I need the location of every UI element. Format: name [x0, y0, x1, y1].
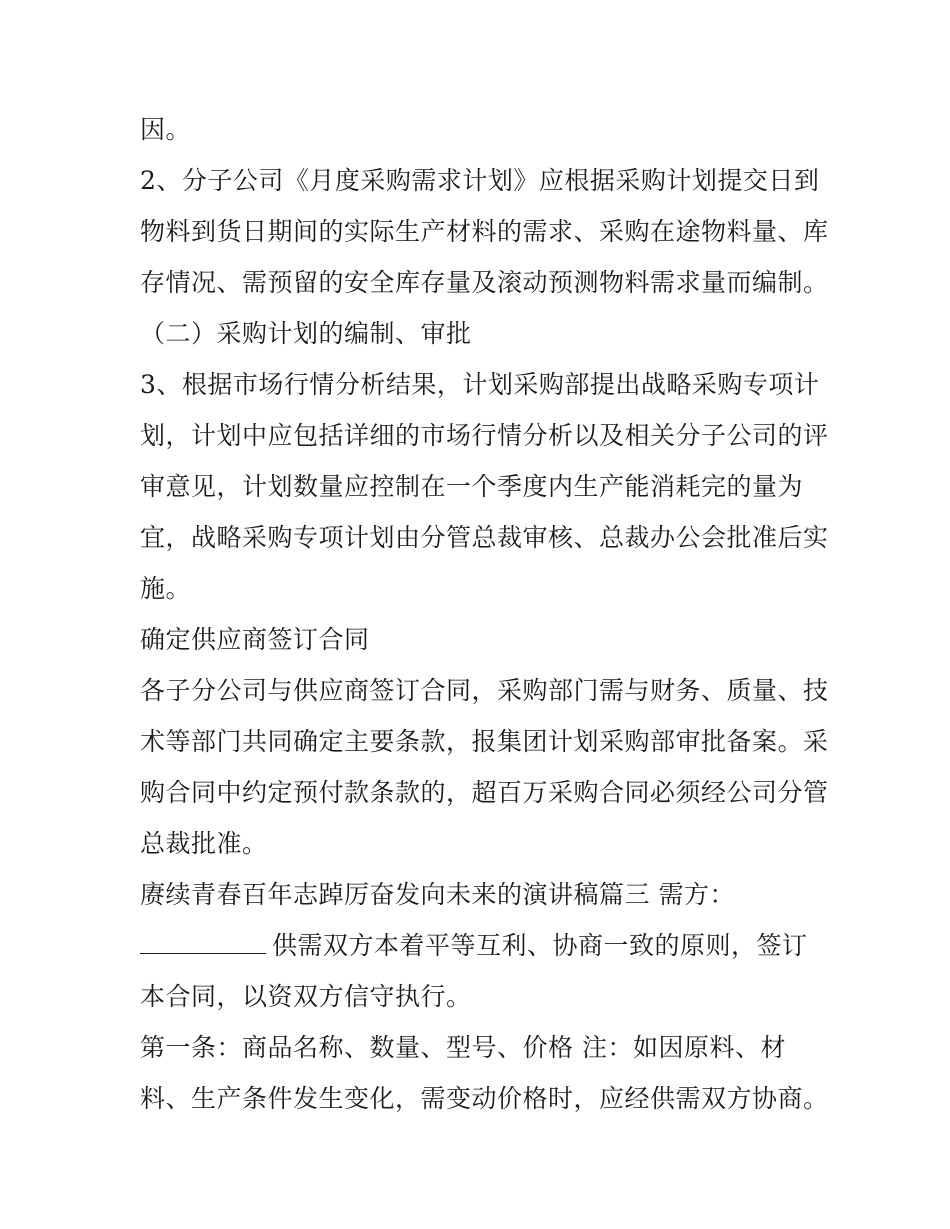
text-line: 总裁批准。 [140, 829, 268, 858]
text-line: 施。 [140, 574, 192, 603]
text-line: 料、生产条件发生变化，需变动价格时，应经供需双方协商。 [140, 1084, 829, 1113]
text-line: 因。 [140, 115, 192, 144]
text-line: 物料到货日期间的实际生产材料的需求、采购在途物料量、库 [140, 217, 829, 246]
section-heading: （二）采购计划的编制、审批 [140, 319, 472, 348]
text-line: 术等部门共同确定主要条款，报集团计划采购部审批备案。采 [140, 727, 829, 756]
text-line-with-blank [140, 928, 820, 964]
text-line: 赓续青春百年志踔厉奋发向未来的演讲稿篇三 需方： [140, 880, 735, 909]
text-line: 2、分子公司《月度采购需求计划》应根据采购计划提交日到 [140, 166, 820, 195]
text-line: 各子分公司与供应商签订合同，采购部门需与财务、质量、技 [140, 676, 829, 705]
text-line: 存情况、需预留的安全库存量及滚动预测物料需求量而编制。 [140, 268, 829, 297]
text-line: 购合同中约定预付款条款的，超百万采购合同必须经公司分管 [140, 778, 829, 807]
text-line: 宜，战略采购专项计划由分管总裁审核、总裁办公会批准后实 [140, 523, 829, 552]
text-line: 本合同，以资双方信守执行。 [140, 982, 472, 1011]
text-line: 3、根据市场行情分析结果，计划采购部提出战略采购专项计 [140, 370, 820, 399]
section-heading: 确定供应商签订合同 [140, 625, 370, 654]
text-line: 划，计划中应包括详细的市场行情分析以及相关分子公司的评 [140, 421, 829, 450]
text-line: 第一条：商品名称、数量、型号、价格 注：如因原料、材 [140, 1033, 786, 1062]
blank-underline [140, 929, 266, 954]
text-line: 供需双方本着平等互利、协商一致的原则，签订 [272, 931, 808, 960]
text-line: 审意见，计划数量应控制在一个季度内生产能消耗完的量为 [140, 472, 804, 501]
